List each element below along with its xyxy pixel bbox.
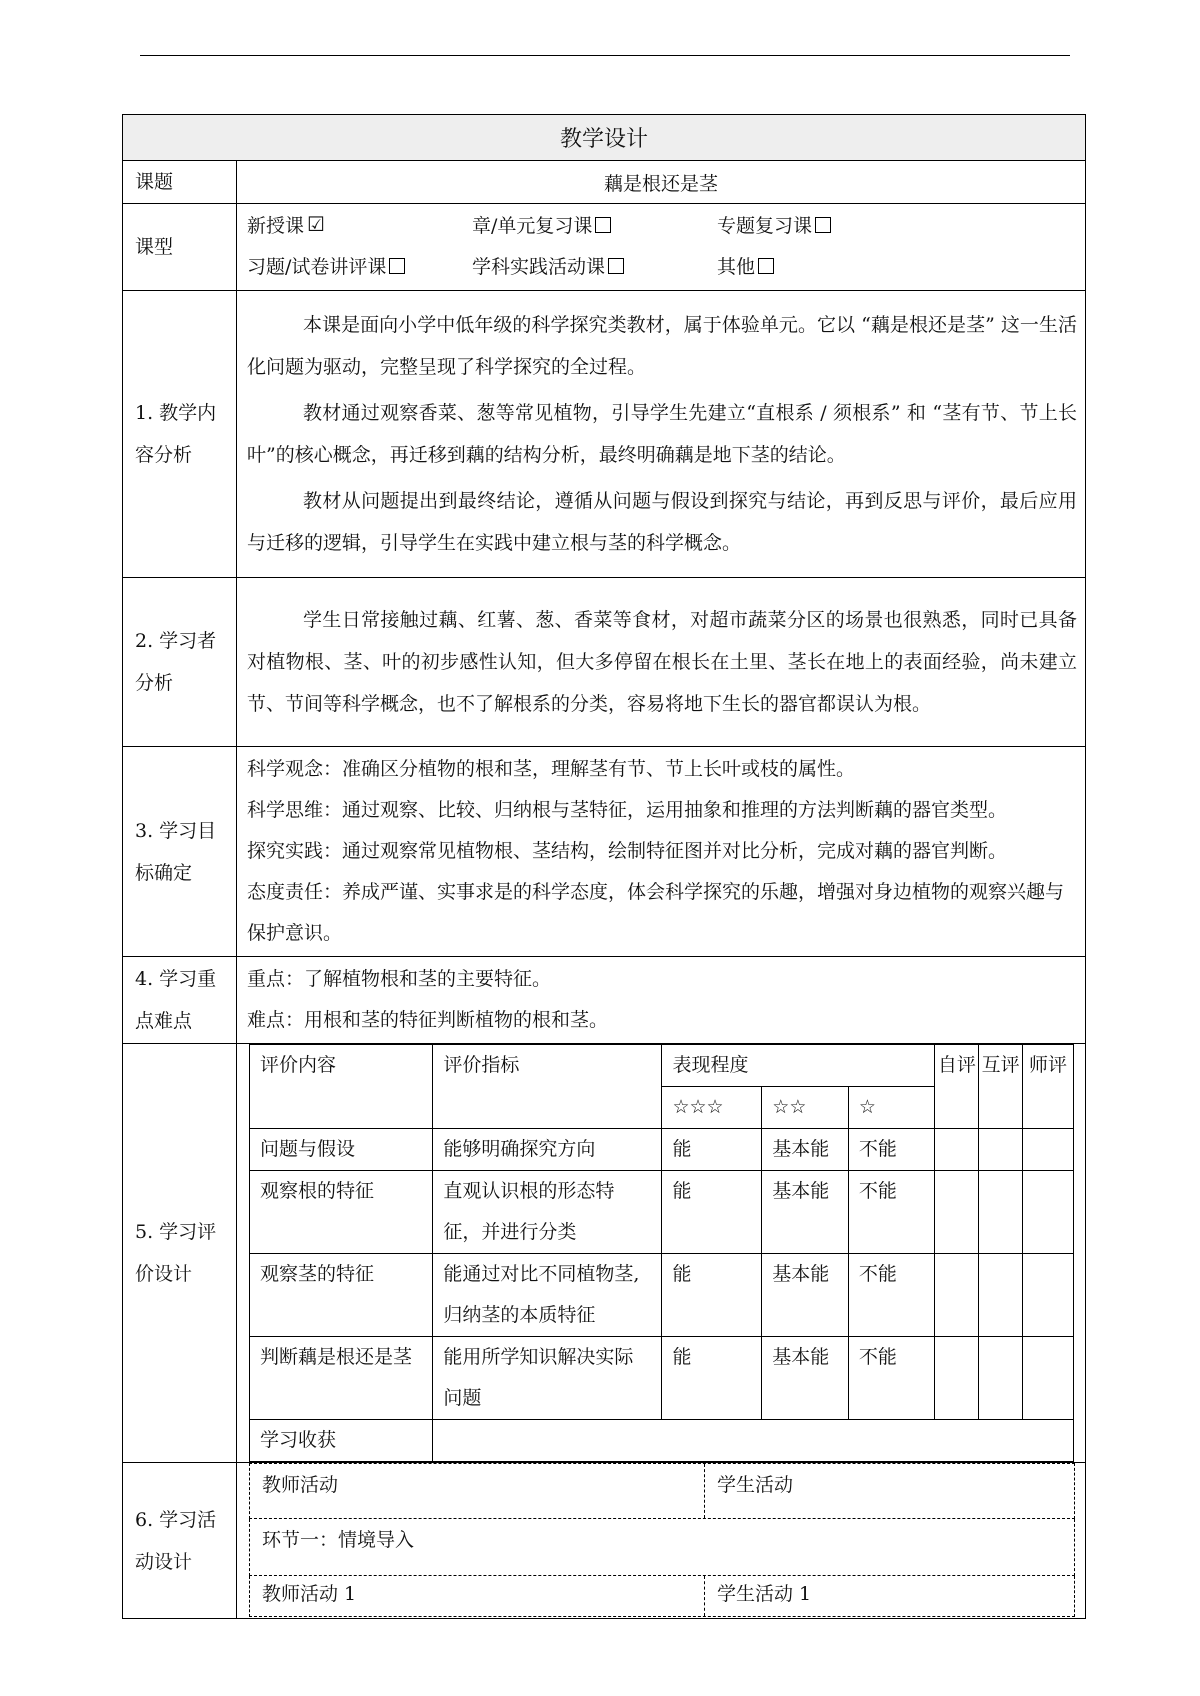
evaluation-body [237, 1044, 1086, 1463]
content-paragraph: 教材从问题提出到最终结论，遵循从问题与假设到探究与结论，再到反思与评价，最后应用与迁移的逻辑，引导学生在实践中建立根与茎的科学概念。 [247, 490, 1078, 554]
header-three-stars: ☆☆☆ [662, 1087, 762, 1129]
row-level-1: 不能 [848, 1171, 935, 1254]
header-peer: 互评 [979, 1045, 1023, 1129]
checkbox-icon[interactable] [595, 217, 611, 233]
teacher-cell[interactable] [1023, 1129, 1074, 1171]
teacher-activity-header: 教师活动 [250, 1464, 705, 1518]
row-indicator: 能用所学知识解决实际问题 [433, 1337, 662, 1420]
content-paragraph: 教材通过观察香菜、葱等常见植物，引导学生先建立“直根系 / 须根系” 和 “茎有节、节上长叶”的核心概念，再迁移到藕的结构分析，最终明确藕是地下茎的结论。 [247, 402, 1078, 466]
evaluation-table [249, 1044, 1074, 1462]
option-practice-activity[interactable]: 学科实践活动课 [472, 247, 717, 288]
row-level-2: 基本能 [762, 1337, 849, 1420]
key-point-item: 重点：了解植物根和茎的主要特征。 [247, 968, 552, 990]
option-unit-review[interactable]: 章/单元复习课 [472, 206, 717, 247]
activities-label: 6. 学习活 动设计 [123, 1463, 237, 1619]
option-topic-review[interactable]: 专题复习课 [717, 206, 957, 247]
content-paragraph: 本课是面向小学中低年级的科学探究类教材，属于体验单元。它以 “藕是根还是茎” 这一生活化问题为驱动，完整呈现了科学探究的全过程。 [247, 314, 1078, 378]
row-level-1: 不能 [848, 1337, 935, 1420]
checked-checkbox-icon[interactable]: ☑ [307, 212, 325, 236]
checkbox-icon[interactable] [608, 258, 624, 274]
header-level: 表现程度 [662, 1045, 935, 1087]
self-cell[interactable] [935, 1129, 979, 1171]
row-level-2: 基本能 [762, 1171, 849, 1254]
option-exercise-review[interactable]: 习题/试卷讲评课 [247, 247, 472, 288]
header-two-stars: ☆☆ [762, 1087, 849, 1129]
option-other[interactable]: 其他 [717, 247, 957, 288]
header-content: 评价内容 [250, 1045, 433, 1129]
peer-cell[interactable] [979, 1129, 1023, 1171]
document-title: 教学设计 [123, 115, 1086, 161]
content-analysis-body [237, 291, 1086, 578]
header-rule [140, 55, 1070, 56]
self-cell[interactable] [935, 1337, 979, 1420]
activities-body [237, 1463, 1086, 1619]
row-content: 问题与假设 [250, 1129, 433, 1171]
topic-value: 藕是根还是茎 [237, 161, 1086, 204]
evaluation-row [250, 1171, 1074, 1254]
lesson-type-label: 课型 [123, 204, 237, 291]
objective-item: 探究实践：通过观察常见植物根、茎结构，绘制特征图并对比分析，完成对藕的器官判断。 [247, 840, 1008, 862]
option-new-lesson[interactable]: 新授课 ☑ [247, 212, 325, 237]
key-points-label: 4. 学习重 点难点 [123, 957, 237, 1044]
objective-item: 科学思维：通过观察、比较、归纳根与茎特征，运用抽象和推理的方法判断藕的器官类型。 [247, 799, 1008, 821]
key-points-body [237, 957, 1086, 1044]
objective-item: 态度责任：养成严谨、实事求是的科学态度，体会科学探究的乐趣，增强对身边植物的观察兴趣与保护意识。 [247, 881, 1065, 944]
row-level-3: 能 [662, 1254, 762, 1337]
header-indicator: 评价指标 [433, 1045, 662, 1129]
objectives-body [237, 747, 1086, 957]
student-activity-1[interactable]: 学生活动 1 [717, 1583, 812, 1605]
header-one-star: ☆ [848, 1087, 935, 1129]
teacher-activity-1[interactable]: 教师活动 1 [250, 1576, 705, 1616]
key-point-item: 难点：用根和茎的特征判断植物的根和茎。 [247, 1009, 609, 1031]
row-content: 判断藕是根还是茎 [250, 1337, 433, 1420]
header-self: 自评 [935, 1045, 979, 1129]
section-one-title: 环节一：情境导入 [262, 1529, 415, 1551]
peer-cell[interactable] [979, 1254, 1023, 1337]
row-level-3: 能 [662, 1337, 762, 1420]
lesson-design-table [122, 114, 1086, 1619]
row-level-3: 能 [662, 1171, 762, 1254]
row-level-2: 基本能 [762, 1129, 849, 1171]
evaluation-row [250, 1337, 1074, 1420]
row-level-1: 不能 [848, 1254, 935, 1337]
row-level-3: 能 [662, 1129, 762, 1171]
student-activity-header: 学生活动 [717, 1474, 794, 1496]
objective-item: 科学观念：准确区分植物的根和茎，理解茎有节、节上长叶或枝的属性。 [247, 758, 856, 780]
row-level-2: 基本能 [762, 1254, 849, 1337]
row-content: 观察根的特征 [250, 1171, 433, 1254]
row-indicator: 直观认识根的形态特征，并进行分类 [433, 1171, 662, 1254]
checkbox-icon[interactable] [758, 258, 774, 274]
learner-paragraph: 学生日常接触过藕、红薯、葱、香菜等食材，对超市蔬菜分区的场景也很熟悉，同时已具备对植物根、茎、叶的初步感性认知，但大多停留在根长在土里、茎长在地上的表面经验，尚未建立节、节间等科学概念，也不了解根系的分类，容易将地下生长的器官都误认为根。 [247, 609, 1078, 715]
row-indicator: 能通过对比不同植物茎,归纳茎的本质特征 [433, 1254, 662, 1337]
evaluation-row [250, 1129, 1074, 1171]
row-level-1: 不能 [848, 1129, 935, 1171]
evaluation-label: 5. 学习评 价设计 [123, 1044, 237, 1463]
topic-label: 课题 [123, 161, 237, 204]
objectives-label: 3. 学习目 标确定 [123, 747, 237, 957]
header-teacher: 师评 [1023, 1045, 1074, 1129]
checkbox-icon[interactable] [815, 217, 831, 233]
content-analysis-label: 1. 教学内 容分析 [123, 291, 237, 578]
learner-analysis-label: 2. 学习者 分析 [123, 578, 237, 747]
lesson-type-options [237, 204, 1086, 291]
self-cell[interactable] [935, 1254, 979, 1337]
self-cell[interactable] [935, 1171, 979, 1254]
row-content: 观察茎的特征 [250, 1254, 433, 1337]
peer-cell[interactable] [979, 1171, 1023, 1254]
teacher-cell[interactable] [1023, 1254, 1074, 1337]
harvest-input[interactable] [433, 1420, 1074, 1462]
checkbox-icon[interactable] [389, 258, 405, 274]
peer-cell[interactable] [979, 1337, 1023, 1420]
harvest-label: 学习收获 [250, 1420, 433, 1462]
row-indicator: 能够明确探究方向 [433, 1129, 662, 1171]
teacher-cell[interactable] [1023, 1171, 1074, 1254]
learner-analysis-body [237, 578, 1086, 747]
teacher-cell[interactable] [1023, 1337, 1074, 1420]
evaluation-row [250, 1254, 1074, 1337]
